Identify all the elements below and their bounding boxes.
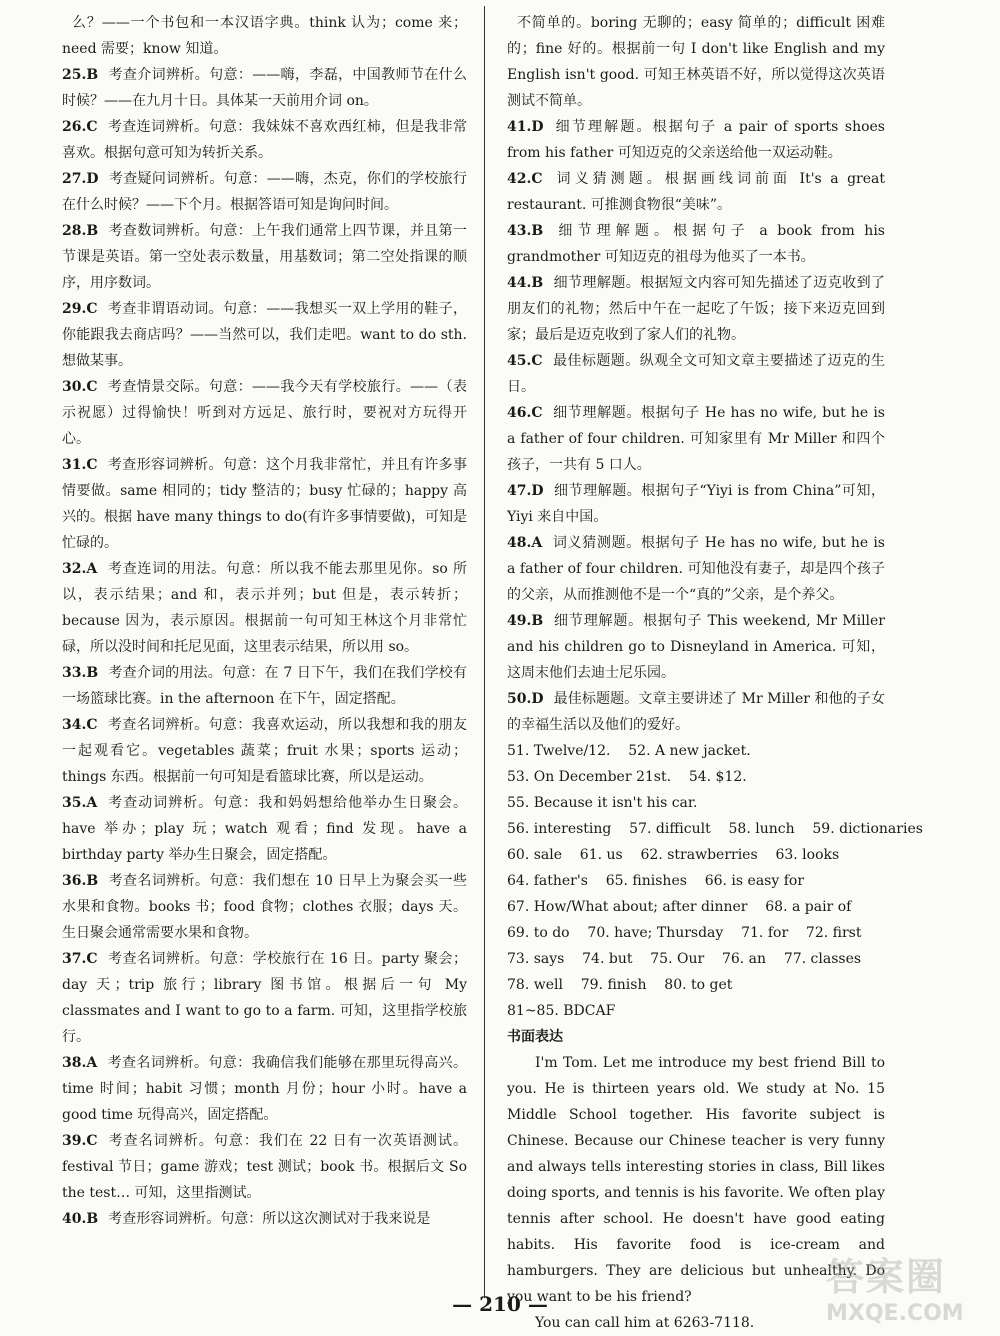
answer-explanation: 细节理解题。根据句子 This weekend, Mr Miller and his children go to Disneyland in America. 可知，这周末他们去迪士尼乐园。 (507, 613, 885, 681)
answer-explanation: 细节理解题。根据短文内容可知先描述了迈克收到了朋友们的礼物；然后中午在一起吃了午饭；接下来迈克回到家；最后是迈克收到了家人们的礼物。 (507, 275, 885, 343)
answer-item (507, 166, 885, 218)
short-answer-line: 56. interesting 57. difficult 58. lunch 59. dictionaries (507, 821, 923, 837)
answer-explanation: 考查介词的用法。句意：在 7 日下午，我们在我们学校有一场篮球比赛。in the afternoon 在下午，固定搭配。 (62, 665, 467, 707)
page-number: — 210 — (452, 1292, 548, 1316)
answer-item (62, 114, 467, 166)
answer-explanation: 考查形容词辨析。句意：所以这次测试对于我来说是 (108, 1211, 431, 1227)
answer-explanation: 考查非谓语动词。句意：——我想买一双上学用的鞋子，你能跟我去商店吗？——当然可以，我们走吧。want to do sth. 想做某事。 (62, 301, 467, 369)
answer-item (62, 218, 467, 296)
answer-item (62, 374, 467, 452)
short-answer-line: 78. well 79. finish 80. to get (507, 977, 733, 993)
answer-item (62, 166, 467, 218)
answer-item (62, 556, 467, 660)
answer-number: 33.B (62, 665, 99, 681)
answer-number: 43.B (507, 223, 544, 239)
short-answer-line: 60. sale 61. us 62. strawberries 63. looks (507, 847, 840, 863)
answer-item (62, 452, 467, 556)
short-answer-line: 69. to do 70. have; Thursday 71. for 72. first (507, 925, 862, 941)
answer-number: 32.A (62, 561, 98, 577)
answer-number: 26.C (62, 119, 98, 135)
answer-item (507, 218, 885, 270)
answer-number: 25.B (62, 67, 99, 83)
answer-explanation: 考查名词辨析。句意：我喜欢运动，所以我想和我的朋友一起观看它。vegetables 蔬菜；fruit 水果；sports 运动；things 东西。根据前一句可知是看篮球比赛，所以是运动。 (62, 717, 467, 785)
answer-number: 41.D (507, 119, 544, 135)
answer-explanation: 考查连词辨析。句意：我妹妹不喜欢西红柿，但是我非常喜欢。根据句意可知为转折关系。 (62, 119, 467, 161)
short-answer-line: 64. father's 65. finishes 66. is easy for (507, 873, 805, 889)
answer-item (507, 10, 885, 114)
short-answer-line: 81~85. BDCAF (507, 1003, 616, 1019)
short-answer-line: 55. Because it isn't his car. (507, 795, 698, 811)
answer-explanation: 考查形容词辨析。句意：这个月我非常忙，并且有许多事情要做。same 相同的；tidy 整洁的；busy 忙碌的；happy 高兴的。根据 have many things to do(有许多事情要做)，可知是忙碌的。 (62, 457, 468, 551)
answer-explanation: 考查动词辨析。句意：我和妈妈想给他举办生日聚会。have 举办；play 玩；watch 观看；find 发现。have a birthday party 举办生日聚会，固定搭配。 (62, 795, 467, 863)
answer-number: 48.A (507, 535, 543, 551)
answer-explanation: 细节理解题。根据句子 a pair of sports shoes from his father 可知迈克的父亲送给他一双运动鞋。 (507, 119, 885, 161)
answer-number: 39.C (62, 1133, 98, 1149)
answer-item (62, 1050, 467, 1128)
answer-number: 29.C (62, 301, 98, 317)
answer-explanation: 最佳标题题。文章主要讲述了 Mr Miller 和他的子女的幸福生活以及他们的爱好。 (507, 691, 885, 733)
answer-explanation: 考查介词辨析。句意：——嗨，李磊，中国教师节在什么时候？——在九月十日。具体某一天前用介词 on。 (62, 67, 467, 109)
answer-item (507, 530, 885, 608)
answer-item (507, 608, 885, 686)
essay-paragraph: You can call him at 6263-7118. (535, 1315, 755, 1331)
essay-paragraph: I'm Tom. Let me introduce my best friend Bill to you. He is thirteen years old. We study at No. 15 Middle School together. His favorite subject is Chinese. Because our Chinese teacher is very funny and always tells interesting stories in class, Bill likes doing sports, and tennis is his favorite. We often play tennis after school. He doesn't have good eating habits. His favorite food is ice-cream and hamburgers. They are delicious but unhealthy. Do you want to be his friend? (507, 1055, 885, 1305)
short-answer-line: 67. How/What about; after dinner 68. a pair of (507, 899, 852, 915)
answer-item (507, 114, 885, 166)
answer-item (507, 400, 885, 478)
answer-number: 47.D (507, 483, 544, 499)
answer-explanation: 考查名词辨析。句意：我确信我们能够在那里玩得高兴。time 时间；habit 习惯；month 月份；hour 小时。have a good time 玩得高兴，固定搭配。 (62, 1055, 467, 1123)
answer-explanation: 么？——一个书包和一本汉语字典。think 认为；come 来；need 需要；know 知道。 (62, 15, 467, 57)
answer-item (62, 790, 467, 868)
answer-explanation: 考查数词辨析。句意：上午我们通常上四节课，并且第一节课是英语。第一空处表示数量，用基数词；第二空处指课的顺序，用序数词。 (62, 223, 467, 291)
answer-number: 31.C (62, 457, 98, 473)
answer-explanation: 考查连词的用法。句意：所以我不能去那里见你。so 所以，表示结果；and 和，表示并列；but 但是，表示转折；because 因为，表示原因。根据前一句可知王林这个月非常忙碌，所以没时间和托尼见面，这里表示结果，所以用 so。 (62, 561, 467, 655)
left-column (62, 10, 467, 1232)
watermark-logo-text: 答案圈 (826, 1255, 947, 1299)
watermark-logo (826, 1246, 996, 1328)
answer-explanation: 词义猜测题。根据句子 He has no wife, but he is a father of four children. 可知他没有妻子，却是四个孩子的父亲，从而推测他不是一个“真的”父亲，是个养父。 (507, 535, 885, 603)
answer-number: 30.C (62, 379, 98, 395)
answer-number: 44.B (507, 275, 544, 291)
answer-item (62, 660, 467, 712)
column-divider (484, 6, 485, 1298)
answer-explanation: 考查名词辨析。句意：学校旅行在 16 日。party 聚会；day 天；trip 旅行；library 图书馆。根据后一句 My classmates and I want to go to a farm. 可知，这里指学校旅行。 (62, 951, 467, 1045)
answer-item (62, 868, 467, 946)
answer-item (62, 1128, 467, 1206)
answer-number: 49.B (507, 613, 544, 629)
answer-item (62, 712, 467, 790)
short-answer-line: 51. Twelve/12. 52. A new jacket. (507, 743, 751, 759)
answer-number: 37.C (62, 951, 98, 967)
answer-number: 45.C (507, 353, 543, 369)
answer-number: 38.A (62, 1055, 98, 1071)
answer-item (62, 1206, 467, 1232)
answer-explanation: 细节理解题。根据句子 He has no wife, but he is a father of four children. 可知家里有 Mr Miller 和四个孩子，一共有 5 口人。 (507, 405, 885, 473)
answer-number: 50.D (507, 691, 544, 707)
writing-section-title: 书面表达 (507, 1029, 563, 1045)
answer-number: 40.B (62, 1211, 99, 1227)
short-answer-line: 73. says 74. but 75. Our 76. an 77. classes (507, 951, 862, 967)
answer-item (507, 270, 885, 348)
answer-explanation: 考查疑问词辨析。句意：——嗨，杰克，你们的学校旅行在什么时候？——下个月。根据答语可知是询问时间。 (62, 171, 467, 213)
answer-explanation: 考查情景交际。句意：——我今天有学校旅行。——（表示祝愿）过得愉快！听到对方远足、旅行时，要祝对方玩得开心。 (62, 379, 467, 447)
answer-item (507, 478, 885, 530)
answer-number: 27.D (62, 171, 99, 187)
answer-explanation: 不简单的。boring 无聊的；easy 简单的；difficult 困难的；fine 好的。根据前一句 I don't like English and my English isn't good. 可知王林英语不好，所以觉得这次英语测试不简单。 (507, 15, 885, 109)
answer-number: 46.C (507, 405, 543, 421)
answer-number: 42.C (507, 171, 543, 187)
answer-explanation: 细节理解题。根据句子“Yiyi is from China”可知，Yiyi 来自中国。 (507, 483, 885, 525)
answer-explanation: 细节理解题。根据句子 a book from his grandmother 可知迈克的祖母为他买了一本书。 (507, 223, 885, 265)
answer-number: 35.A (62, 795, 98, 811)
answer-number: 28.B (62, 223, 99, 239)
answer-number: 36.B (62, 873, 99, 889)
answer-explanation: 考查名词辨析。句意：我们在 22 日有一次英语测试。festival 节日；game 游戏；test 测试；book 书。根据后文 So the test… 可知，这里指测试。 (62, 1133, 467, 1201)
answer-item (62, 10, 467, 62)
answer-item (507, 686, 885, 738)
watermark-url: MXQE.COM (826, 1301, 964, 1326)
answer-item (62, 946, 467, 1050)
answer-number: 34.C (62, 717, 98, 733)
answer-item (507, 348, 885, 400)
answer-explanation: 最佳标题题。纵观全文可知文章主要描述了迈克的生日。 (507, 353, 885, 395)
answer-explanation: 考查名词辨析。句意：我们想在 10 日早上为聚会买一些水果和食物。books 书；food 食物；clothes 衣服；days 天。生日聚会通常需要水果和食物。 (62, 873, 467, 941)
answer-item (62, 62, 467, 114)
short-answer-line: 53. On December 21st. 54. $12. (507, 769, 747, 785)
right-explanations (507, 10, 885, 738)
short-answers (507, 738, 923, 1024)
answer-item (62, 296, 467, 374)
answer-explanation: 词义猜测题。根据画线词前面 It's a great restaurant. 可推测食物很“美味”。 (507, 171, 885, 213)
